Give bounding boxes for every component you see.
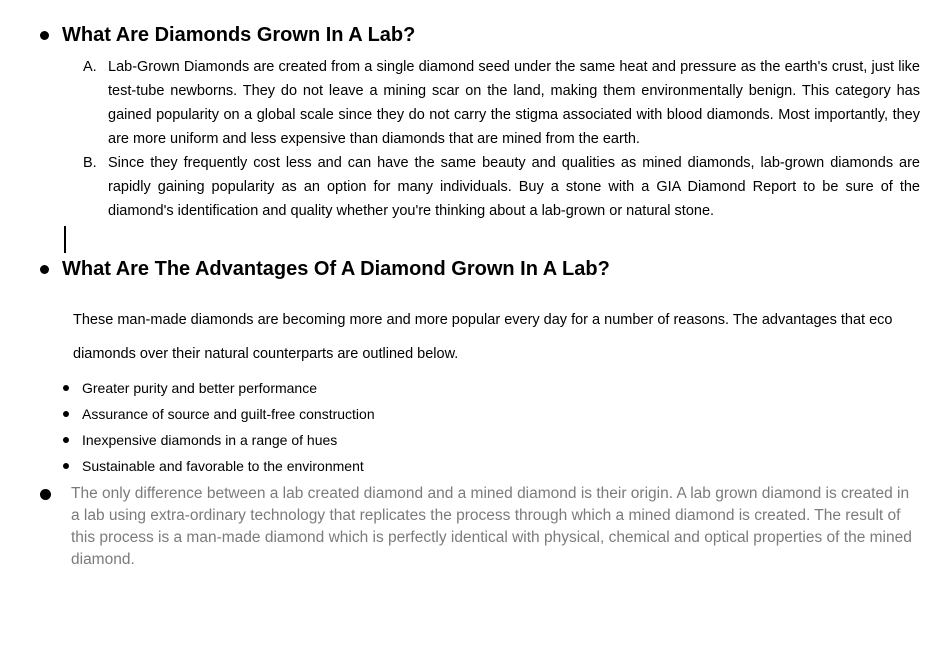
list-item-text[interactable]: Since they frequently cost less and can have the same beauty and qualities as mined diamonds, lab-grown diamonds are rapidly gaining popularity as an option for many individuals. Buy a stone with a GIA Diamond Report to be sure of the diamond's identification and quality whether you're thinking about a lab-grown or natural stone. — [108, 155, 920, 219]
heading-row-advantages[interactable] — [40, 258, 610, 281]
note-paragraph[interactable] — [40, 483, 922, 571]
section2-heading[interactable]: What Are The Advantages Of A Diamond Grown In A Lab? — [62, 258, 610, 280]
list-item[interactable] — [83, 151, 920, 223]
list-item-text[interactable]: Assurance of source and guilt-free construction — [82, 406, 375, 422]
text-cursor — [64, 226, 66, 253]
list-marker: B. — [83, 155, 97, 171]
list-item[interactable] — [63, 375, 375, 401]
heading-bullet-icon — [40, 265, 49, 274]
list-item-text[interactable]: Sustainable and favorable to the environment — [82, 458, 364, 474]
list-item[interactable] — [63, 401, 375, 427]
bullet-icon — [40, 489, 51, 500]
bullet-icon — [63, 411, 69, 417]
lettered-list — [83, 55, 920, 223]
list-item[interactable] — [83, 55, 920, 151]
heading-bullet-icon — [40, 31, 49, 40]
bullet-icon — [63, 385, 69, 391]
bullet-icon — [63, 437, 69, 443]
bullet-icon — [63, 463, 69, 469]
list-item-text[interactable]: Inexpensive diamonds in a range of hues — [82, 432, 338, 448]
list-item-text[interactable]: Lab-Grown Diamonds are created from a single diamond seed under the same heat and pressure as the earth's crust, just like test-tube newborns. They do not leave a mining scar on the land, making them environmentally benign. This category has gained popularity on a global scale since they do not carry the stigma associated with blood diamonds. Most importantly, they are more uniform and less expensive than diamonds that are mined from the earth. — [108, 59, 920, 147]
intro-paragraph[interactable] — [73, 303, 933, 371]
list-marker: A. — [83, 59, 97, 75]
intro-line[interactable]: These man-made diamonds are becoming more and more popular every day for a number of reasons. The advantages that eco — [73, 312, 893, 328]
note-text[interactable]: The only difference between a lab created diamond and a mined diamond is their origin. A lab grown diamond is created in a lab using extra-ordinary technology that replicates the process through which a mined diamond is created. The result of this process is a man-made diamond which is perfectly identical with physical, chemical and optical properties of the mined diamond. — [71, 485, 912, 568]
list-item[interactable] — [63, 453, 375, 479]
section1-heading[interactable]: What Are Diamonds Grown In A Lab? — [62, 24, 416, 46]
list-item[interactable] — [63, 427, 375, 453]
list-item-text[interactable]: Greater purity and better performance — [82, 380, 318, 396]
intro-line[interactable]: diamonds over their natural counterparts are outlined below. — [73, 346, 459, 362]
advantages-list — [63, 375, 375, 479]
heading-row-diamonds-grown[interactable] — [40, 24, 415, 47]
